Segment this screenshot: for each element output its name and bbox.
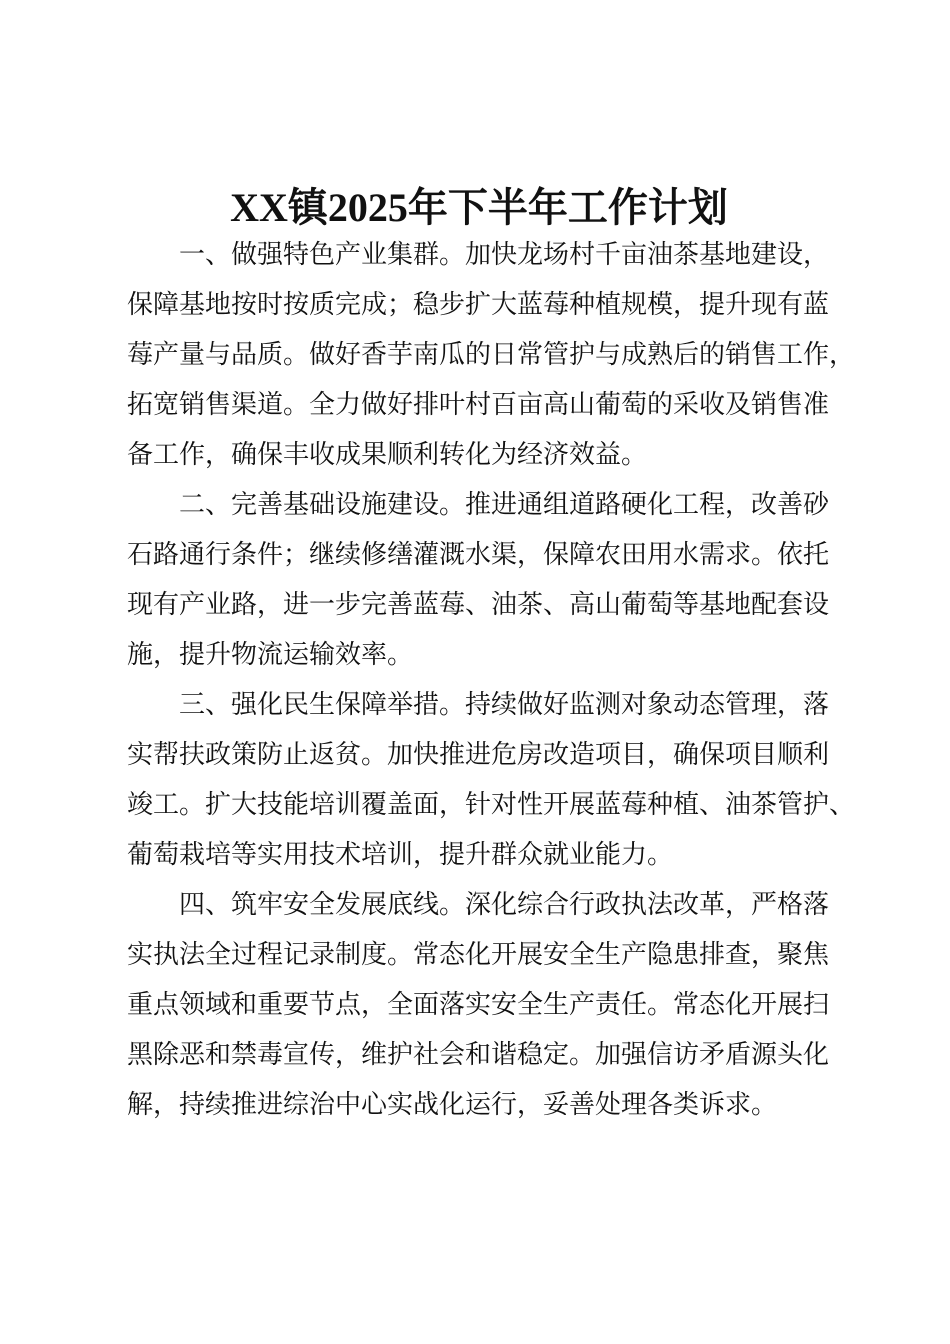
paragraph-line: 备工作，确保丰收成果顺利转化为经济效益。	[127, 440, 648, 470]
paragraph-line: 石路通行条件；继续修缮灌溉水渠，保障农田用水需求。依托	[127, 540, 830, 570]
document-title: XX镇2025年下半年工作计划	[230, 185, 728, 230]
paragraph-line: 现有产业路，进一步完善蓝莓、油茶、高山葡萄等基地配套设	[127, 590, 830, 620]
paragraph-line: 竣工。扩大技能培训覆盖面，针对性开展蓝莓种植、油茶管护、	[127, 790, 856, 820]
paragraph-line: 三、强化民生保障举措。持续做好监测对象动态管理，落	[179, 690, 830, 720]
paragraph-line: 实帮扶政策防止返贫。加快推进危房改造项目，确保项目顺利	[127, 740, 830, 770]
paragraph-livelihood	[127, 680, 867, 880]
paragraph-line: 黑除恶和禁毒宣传，维护社会和谐稳定。加强信访矛盾源头化	[127, 1040, 830, 1070]
paragraph-infrastructure	[127, 480, 867, 680]
paragraph-safety	[127, 880, 867, 1130]
paragraph-line: 拓宽销售渠道。全力做好排叶村百亩高山葡萄的采收及销售准	[127, 390, 830, 420]
paragraph-line: 二、完善基础设施建设。推进通组道路硬化工程，改善砂	[179, 490, 830, 520]
paragraph-line: 解，持续推进综治中心实战化运行，妥善处理各类诉求。	[127, 1090, 778, 1120]
document-body	[127, 230, 867, 1130]
paragraph-line: 莓产量与品质。做好香芋南瓜的日常管护与成熟后的销售工作，	[127, 340, 856, 370]
paragraph-line: 施，提升物流运输效率。	[127, 640, 414, 670]
paragraph-line: 葡萄栽培等实用技术培训，提升群众就业能力。	[127, 840, 674, 870]
paragraph-line: 四、筑牢安全发展底线。深化综合行政执法改革，严格落	[179, 890, 830, 920]
paragraph-line: 重点领域和重要节点，全面落实安全生产责任。常态化开展扫	[127, 990, 830, 1020]
paragraph-industry	[127, 230, 867, 480]
paragraph-line: 保障基地按时按质完成；稳步扩大蓝莓种植规模，提升现有蓝	[127, 290, 830, 320]
paragraph-line: 实执法全过程记录制度。常态化开展安全生产隐患排查，聚焦	[127, 940, 830, 970]
paragraph-line: 一、做强特色产业集群。加快龙场村千亩油茶基地建设，	[179, 240, 830, 270]
